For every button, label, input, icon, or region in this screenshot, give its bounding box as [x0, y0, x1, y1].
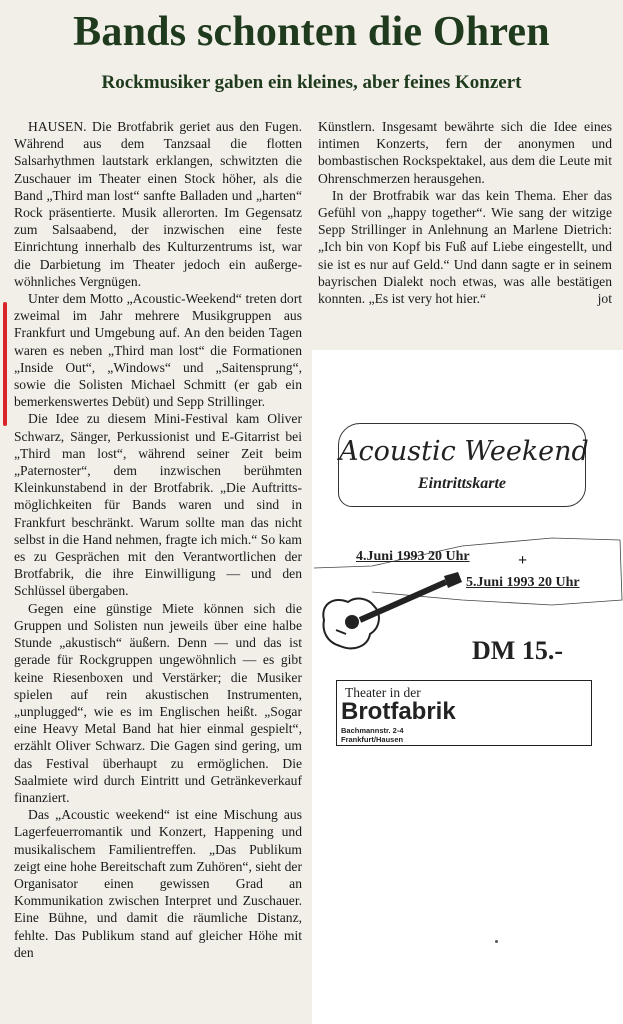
- article-paragraph: HAUSEN. Die Brotfabrik geriet aus den Fugen. Während aus dem Tanzsaal die flotten Salsarhythmen lautstark erklangen, schwitzten die Zuschauer im Theater einen Stock höher, als die Band „Third man lost“ sanfte Balladen und „harten“ Rock präsentierte. Musik allerorten. Im Gegensatz zum Salsaabend, der inzwischen eine feste Einrichtung innerhalb des Kulturzentrums ist, war die Darbietung im Theater jedoch ein außergewöhnliches Vergnügen.: [14, 119, 302, 289]
- speck: [495, 940, 498, 943]
- venue-city: Frankfurt/Hausen: [341, 735, 404, 744]
- article-column-right: [318, 118, 612, 307]
- author-initials: jot: [597, 291, 612, 307]
- ticket-logo-title: Acoustic Weekend: [339, 436, 589, 467]
- venue-street: Bachmannstr. 2-4: [341, 726, 404, 735]
- ticket-price: DM 15.-: [472, 636, 563, 665]
- ticket-logo-subtitle: Eintrittskarte: [417, 475, 507, 492]
- article-paragraph: [318, 187, 612, 307]
- article-headline: Bands schonten die Ohren: [73, 9, 550, 55]
- ticket-date-1: 4.Juni 1993 20 Uhr: [356, 549, 470, 564]
- article-paragraph: Das „Acoustic weekend“ ist eine Mischung aus Lagerfeuerromantik und Konzert, Happening und musikalischem Familientreffen. „Das Publikum zeigt eine hohe Bereitschaft zum Zuhören“, sieht der Organisator einen gewissen Grad an Kommunikation zwischen Interpret und Zuschauer. Eine Bühne, und damit die räumliche Distanz, fehlte. Das Publikum stand auf gleicher Höhe mit den: [14, 807, 302, 960]
- article-paragraph: Unter dem Motto „Acoustic-Weekend“ treten dort zweimal im Jahr mehrere Musikgruppen aus Frankfurt und Umgebung auf. An den beiden Tagen waren es neben „Third man lost“ die Formationen „Inside Out“, „Windows“ und „Saitensprung“, sowie die Solisten Michael Schmitt (er gab ein bemerkenswertes Debüt) und Sepp Strillinger.: [14, 291, 302, 410]
- venue-stamp: [336, 680, 592, 746]
- article-paragraph: Die Idee zu diesem Mini-Festival kam Oliver Schwarz, Sänger, Perkussionist und E-Gitarrist bei „Third man lost“, während seiner Zeit beim „Paternoster“, dem inzwischen berühmten Kleinkunstabend in der Brotfabrik. „Die Auftrittsmöglichkeiten für Bands waren und sind in Frankfurt beschränkt. Warum sollte man das nicht selbst in die Hand nehmen, fragte ich mich.“ So kam es zu Gesprächen mit den Verantwortlichen der Brotfabrik, die ihre Einwilligung — und den Schlüssel übergaben.: [14, 411, 302, 599]
- venue-name: Brotfabrik: [341, 698, 456, 725]
- ticket-logo: [338, 423, 589, 507]
- ticket-date-plus: +: [518, 552, 528, 569]
- highlight-marker: [3, 302, 7, 426]
- article-subheadline: Rockmusiker gaben ein kleines, aber feines Konzert: [101, 72, 522, 93]
- venue-prefix: Theater in der: [345, 685, 421, 700]
- article-paragraph: Gegen eine günstige Miete können sich die Gruppen und Solisten nun jeweils über eine halbe Stunde „akustisch“ äußern. Denn — und das ist gerade für Rockgruppen ungewöhnlich — es gibt keine Riesenboxen und Verstärker; die Musiker spielen auf rein akustischen Instrumenten, „unplugged“, wie es im Englischen heißt. „Sogar eine Heavy Metal Band hat hier einmal gespielt“, erzählt Oliver Schwarz. Die Gagen sind gering, um das Festival überhaupt zu ermöglichen. Die Saalmiete wird durch Eintritt und Getränkeverkauf finanziert.: [14, 600, 302, 805]
- article-column-left: [14, 118, 302, 961]
- article-paragraph-text: In der Brotfrabik war das kein Thema. Eher das Gefühl von „happy together“. Wie sang der witzige Sepp Strillinger in Anlehnung an Marlene Dietrich: „Ich bin von Kopf bis Fuß auf Liebe eingestellt, und sie ist es nur auf Geld.“ Und dann sagte er in seinem bayrischen Dialekt noch etwas, was alle bestätigen konnten. „Es ist very hot hier.“: [318, 187, 612, 307]
- acoustic-guitar-icon: [316, 568, 466, 658]
- article-paragraph: Künstlern. Insgesamt bewährte sich die Idee eines intimen Konzerts, fern der anonymen und bombastischen Rockspektakel, aus dem die Leute mit Ohrenschmerzen herausgehen.: [318, 119, 612, 186]
- ticket-date-2: 5.Juni 1993 20 Uhr: [466, 575, 580, 590]
